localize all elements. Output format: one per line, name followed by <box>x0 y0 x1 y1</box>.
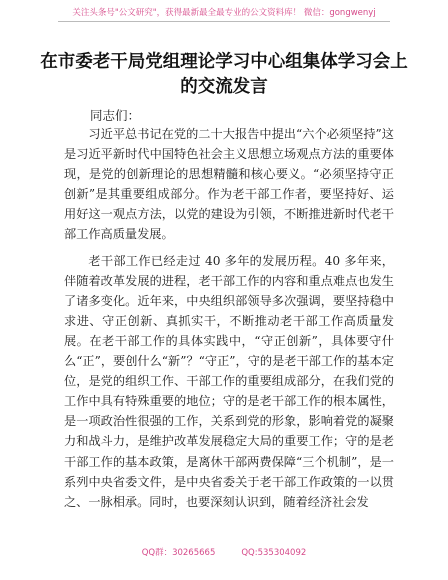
salutation: 同志们： <box>90 108 141 123</box>
header-promo-note: 关注头条号"公文研究"，获得最新最全最专业的公文资料库！ 微信：gongwenyj <box>72 8 376 18</box>
header-divider <box>58 21 390 22</box>
body-paragraph-2: 老干部工作已经走过 40 多年的发展历程。40 多年来，伴随着改革发展的进程，老干部工作的内容和重点难点也发生了诸多变化。近年来，中央组织部领导多次强调，要坚持稳中求进、守正创新、真抓实干，不断推动老干部工作高质量发展。在老干部工作的具体实践中，“守正创新”，具体要守什么“正”，要创什么“新”？“守正”，守的是老干部工作的基本定位，是党的组织工作、干部工作的重要组成部分，在我们党的工作中具有特殊重要的地位；守的是老干部工作的根本属性，是一项政治性很强的工作，关系到党的形象，影响着党的凝聚力和战斗力，是维护改革发展稳定大局的重要工作；守的是老干部工作的基本政策，是离休干部两费保障“三个机制”，是一系列中央省委文件，是中央省委关于老干部工作政策的一以贯之、一脉相承。同时，也要深刻认识到，随着经济社会发 <box>64 253 394 509</box>
body-paragraph-1: 习近平总书记在党的二十大报告中提出“六个必须坚持”这是习近平新时代中国特色社会主义思想立场观点方法的重要体现，是党的创新理论的思想精髓和核心要义。“必须坚持守正创新”是其重要组成部分。作为老干部工作者，要坚持好、运用好这一观点方法，以党的建设为引领，不断推进新时代老干部工作高质量发展。 <box>64 127 394 242</box>
document-title: 在市委老干局党组理论学习中心组集体学习会上的交流发言 <box>40 52 408 97</box>
footer-contact <box>0 546 448 558</box>
footer-qq-group: QQ群：30265665 <box>141 548 216 558</box>
footer-qq: QQ:535304092 <box>241 548 307 558</box>
document-body <box>64 124 394 518</box>
